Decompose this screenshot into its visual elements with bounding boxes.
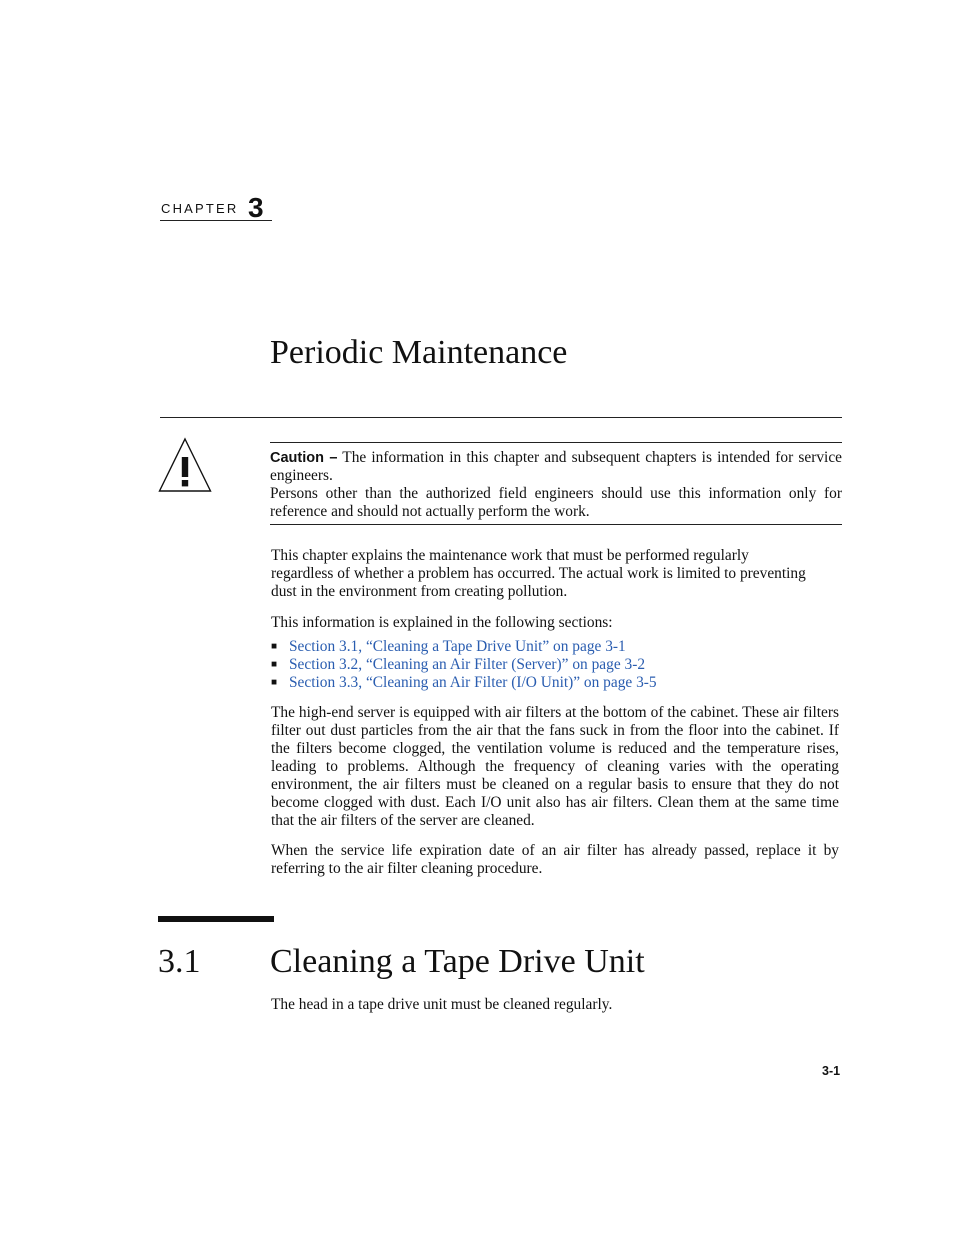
section-title: Cleaning a Tape Drive Unit: [270, 943, 645, 980]
chapter-word: CHAPTER: [161, 201, 239, 216]
page-title: Periodic Maintenance: [270, 334, 568, 371]
service-life-paragraph: When the service life expiration date of an air filter has already passed, replace it by referring to the air filter cleaning procedure.: [271, 842, 839, 877]
page-number: 3-1: [822, 1064, 841, 1078]
caution-box: [270, 442, 842, 525]
bullet-icon: ■: [271, 677, 278, 688]
chapter-number: 3: [248, 192, 264, 223]
section-paragraph: The head in a tape drive unit must be cleaned regularly.: [271, 996, 613, 1013]
intro-paragraph: This chapter explains the maintenance work that must be performed regularly regardless of whether a problem has occurred. The actual work is limited to preventing dust in the environment from creating pollution.: [271, 547, 806, 600]
list-item: [271, 674, 657, 692]
sections-intro: This information is explained in the following sections:: [271, 614, 613, 631]
chapter-label: [160, 192, 272, 223]
caution-label: Caution –: [270, 450, 338, 466]
section-link-3-2[interactable]: Section 3.2, “Cleaning an Air Filter (Server)” on page 3-2: [289, 656, 646, 673]
list-item: [271, 638, 657, 656]
section-rule: [158, 916, 274, 922]
caution-line-1: [270, 449, 842, 485]
caution-text-1: The information in this chapter and subsequent chapters is intended for service engineers.: [270, 449, 842, 484]
section-links-list: [271, 638, 657, 692]
warning-triangle-icon: [158, 437, 212, 493]
list-item: [271, 656, 657, 674]
title-divider: [160, 417, 842, 418]
bullet-icon: ■: [271, 641, 278, 652]
bullet-icon: ■: [271, 659, 278, 670]
air-filter-paragraph: The high-end server is equipped with air filters at the bottom of the cabinet. These air filters filter out dust particles from the air that the fans suck in from the floor into the cabinet. If the filters become clogged, the ventilation volume is reduced and the temperature rises, leading to problems. Although the frequency of cleaning varies with the operating environment, the air filters must be cleaned on a regular basis to ensure that they do not become clogged with dust. Each I/O unit also has air filters. Clean them at the same time that the air filters of the server are cleaned.: [271, 704, 839, 829]
section-number: 3.1: [158, 943, 201, 980]
section-link-3-3[interactable]: Section 3.3, “Cleaning an Air Filter (I/O Unit)” on page 3-5: [289, 674, 657, 691]
section-link-3-1[interactable]: Section 3.1, “Cleaning a Tape Drive Unit” on page 3-1: [289, 638, 626, 655]
caution-text-2: Persons other than the authorized field engineers should use this information only for reference and should not actually perform the work.: [270, 485, 842, 520]
